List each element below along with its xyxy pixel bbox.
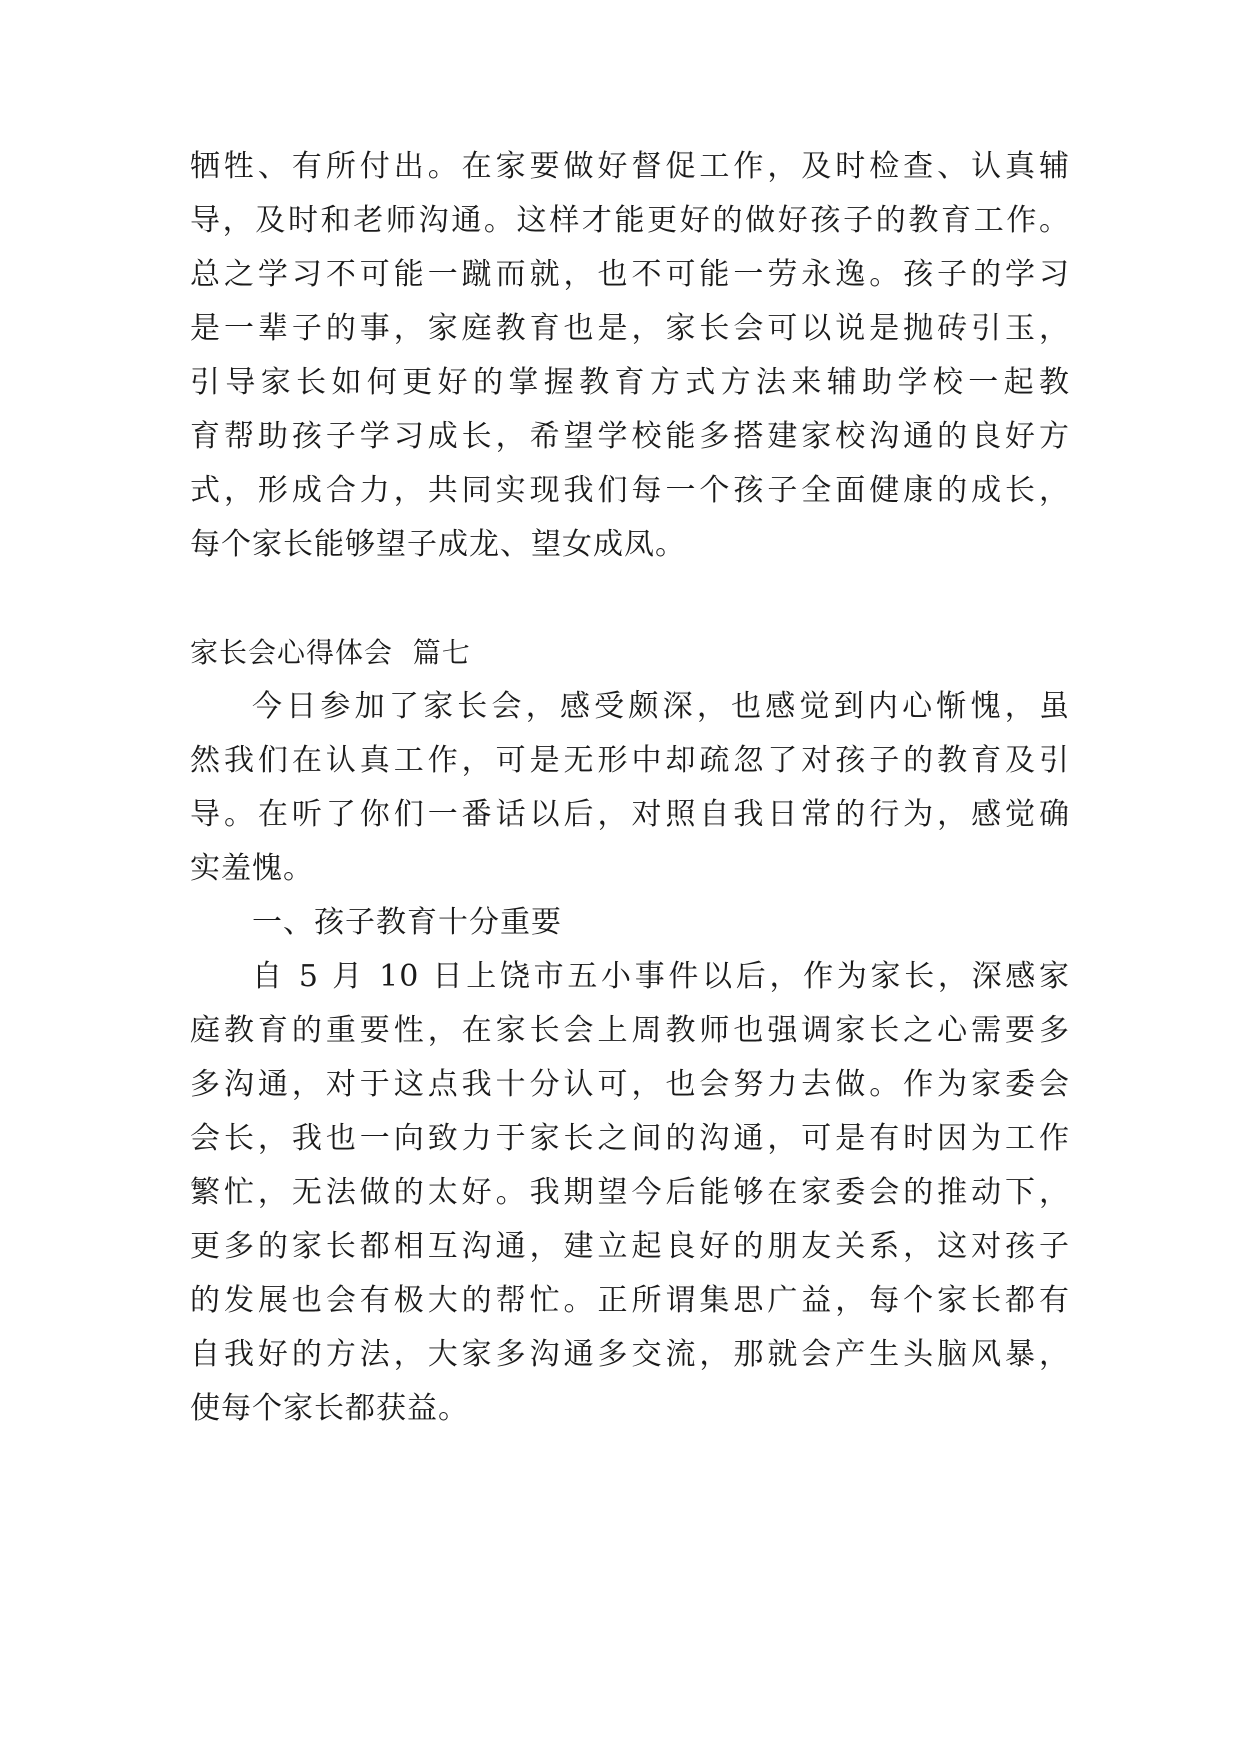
section-title: 家长会心得体会 篇七 <box>190 636 471 669</box>
text-line: 多沟通，对于这点我十分认可，也会努力去做。作为家委会 <box>190 1067 1070 1102</box>
text-line: 的发展也会有极大的帮忙。正所谓集思广益，每个家长都有 <box>190 1283 1070 1318</box>
text-line: 更多的家长都相互沟通，建立起良好的朋友关系，这对孩子 <box>190 1229 1070 1264</box>
text-line: 导。在听了你们一番话以后，对照自我日常的行为，感觉确 <box>190 797 1070 832</box>
text-line: 庭教育的重要性，在家长会上周教师也强调家长之心需要多 <box>190 1013 1070 1048</box>
text-line: 引导家长如何更好的掌握教育方式方法来辅助学校一起教 <box>190 365 1070 400</box>
text-line: 式，形成合力，共同实现我们每一个孩子全面健康的成长， <box>190 473 1070 508</box>
text-line: 使每个家长都获益。 <box>190 1391 469 1426</box>
text-line: 会长，我也一向致力于家长之间的沟通，可是有时因为工作 <box>190 1121 1070 1156</box>
text-line: 今日参加了家长会，感受颇深，也感觉到内心惭愧，虽 <box>252 689 1070 724</box>
text-line: 实羞愧。 <box>190 851 314 886</box>
text-line: 然我们在认真工作，可是无形中却疏忽了对孩子的教育及引 <box>190 743 1070 778</box>
text-line: 育帮助孩子学习成长，希望学校能多搭建家校沟通的良好方 <box>190 419 1070 454</box>
text-line: 总之学习不可能一蹴而就，也不可能一劳永逸。孩子的学习 <box>190 257 1070 292</box>
text-line: 自我好的方法，大家多沟通多交流，那就会产生头脑风暴， <box>190 1337 1070 1372</box>
text-line: 是一辈子的事，家庭教育也是，家长会可以说是抛砖引玉， <box>190 311 1070 346</box>
text-line: 繁忙，无法做的太好。我期望今后能够在家委会的推动下， <box>190 1175 1070 1210</box>
text-line: 牺牲、有所付出。在家要做好督促工作，及时检查、认真辅 <box>190 149 1070 184</box>
subheading: 一、孩子教育十分重要 <box>252 905 562 940</box>
text-line: 导，及时和老师沟通。这样才能更好的做好孩子的教育工作。 <box>190 203 1070 238</box>
text-line: 自 5 月 10 日上饶市五小事件以后，作为家长，深感家 <box>252 959 1070 994</box>
text-line: 每个家长能够望子成龙、望女成凤。 <box>190 527 686 562</box>
